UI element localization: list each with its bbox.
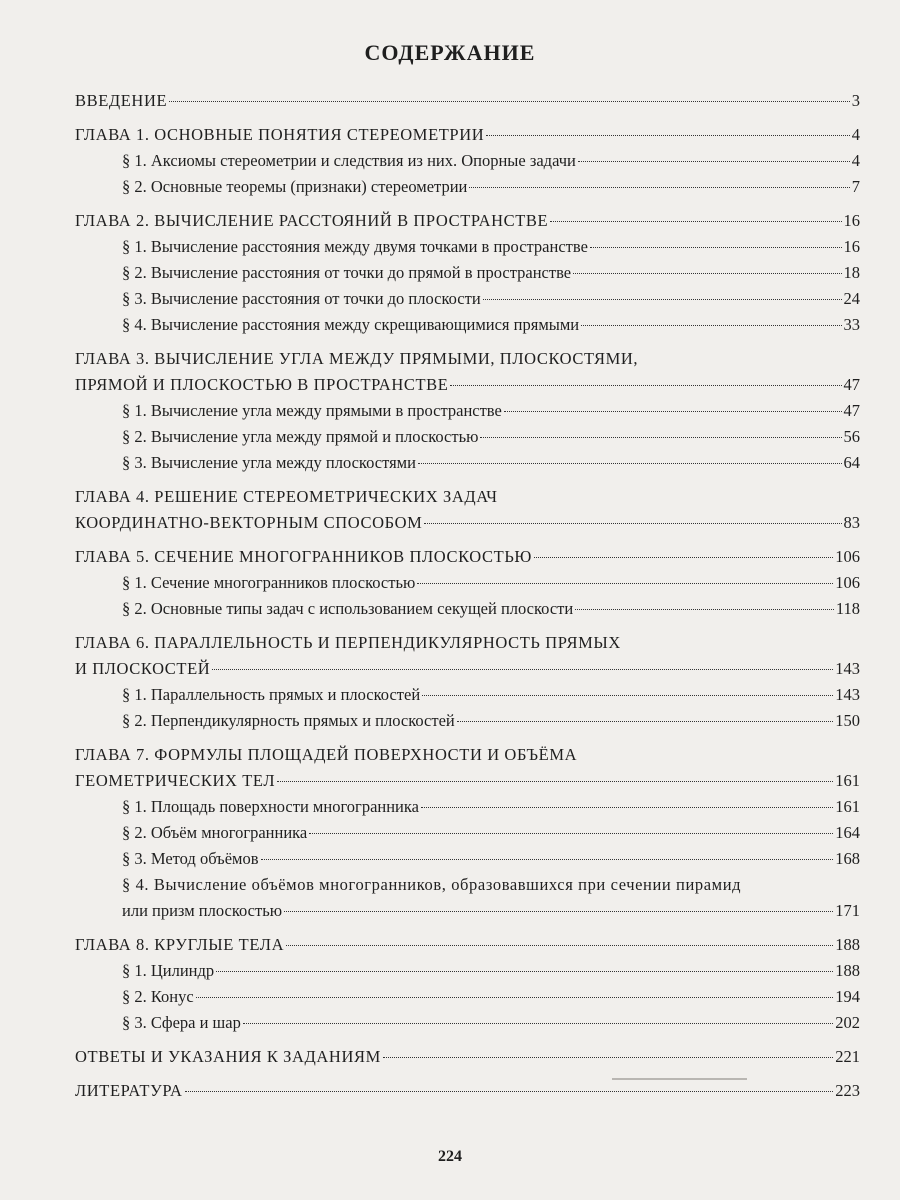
- dot-leader: [383, 1056, 833, 1058]
- page-number: 224: [438, 1148, 462, 1165]
- dot-leader: [534, 556, 833, 558]
- toc-entry-title: § 4. Вычисление расстояния между скрещивающимися прямыми: [122, 315, 580, 334]
- dot-leader: [261, 858, 834, 860]
- toc-literature[interactable]: [75, 1078, 860, 1104]
- toc-page-number: 56: [843, 427, 860, 446]
- toc-page-number: 64: [843, 453, 860, 472]
- toc-ch6-section-2[interactable]: [75, 708, 860, 734]
- toc-entry-title: § 2. Перпендикулярность прямых и плоскостей: [122, 711, 455, 730]
- toc-entry-title: ВВЕДЕНИЕ: [75, 91, 168, 110]
- toc-chapter-6[interactable]: [75, 656, 860, 682]
- toc-page-number: 164: [835, 823, 860, 842]
- toc-entry-title: ГЕОМЕТРИЧЕСКИХ ТЕЛ: [75, 771, 276, 790]
- toc-entry-title: § 2. Основные типы задач с использованием секущей плоскости: [122, 599, 574, 618]
- toc-entry-title: § 1. Вычисление угла между прямыми в пространстве: [122, 401, 502, 420]
- dot-leader: [575, 608, 834, 610]
- toc-ch1-section-2[interactable]: [75, 174, 860, 200]
- toc-entry-title: § 1. Сечение многогранников плоскостью: [122, 573, 416, 592]
- toc-entry-title: ГЛАВА 5. СЕЧЕНИЕ МНОГОГРАННИКОВ ПЛОСКОСТЬЮ: [75, 547, 532, 566]
- toc-page-number: 18: [843, 263, 860, 282]
- toc-entry-title: § 1. Площадь поверхности многогранника: [122, 797, 419, 816]
- toc-ch7-section-1[interactable]: [75, 794, 860, 820]
- toc-chapter-3[interactable]: [75, 372, 860, 398]
- toc-chapter-8[interactable]: [75, 932, 860, 958]
- toc-entry-title: ПРЯМОЙ И ПЛОСКОСТЬЮ В ПРОСТРАНСТВЕ: [75, 375, 449, 394]
- page-title: СОДЕРЖАНИЕ: [364, 40, 536, 65]
- toc-entry-title: § 1. Цилиндр: [122, 961, 215, 980]
- toc-page-number: 194: [835, 987, 860, 1006]
- toc-ch8-section-2[interactable]: [75, 984, 860, 1010]
- toc-chapter-4-line-1[interactable]: ГЛАВА 4. РЕШЕНИЕ СТЕРЕОМЕТРИЧЕСКИХ ЗАДАЧ: [75, 487, 498, 506]
- toc-chapter-4[interactable]: [75, 510, 860, 536]
- dot-leader: [469, 186, 849, 188]
- toc-page-number: 33: [843, 315, 860, 334]
- dot-leader: [422, 694, 833, 696]
- toc-page-number: 161: [835, 771, 860, 790]
- dot-leader: [590, 246, 842, 248]
- dot-leader: [196, 996, 834, 998]
- dot-leader: [309, 832, 833, 834]
- toc-entry-title: § 2. Основные теоремы (признаки) стереометрии: [122, 177, 468, 196]
- toc-page-number: 47: [843, 401, 860, 420]
- toc-page-number: 106: [835, 573, 860, 592]
- toc-page-number: 47: [843, 375, 860, 394]
- toc-entry-title: § 1. Параллельность прямых и плоскостей: [122, 685, 421, 704]
- dot-leader: [450, 384, 841, 386]
- dot-leader: [185, 1090, 834, 1092]
- toc-page-number: 143: [835, 659, 860, 678]
- toc-ch7-section-4-line-1[interactable]: § 4. Вычисление объёмов многогранников, образовавшихся при сечении пирамид: [122, 875, 742, 894]
- toc-chapter-2[interactable]: [75, 208, 860, 234]
- toc-ch2-section-3[interactable]: [75, 286, 860, 312]
- toc-answers[interactable]: [75, 1044, 860, 1070]
- toc-page-number: 223: [835, 1081, 860, 1100]
- toc-page-number: 4: [851, 125, 860, 144]
- dot-leader: [424, 522, 841, 524]
- toc-page-number: 171: [835, 901, 860, 920]
- toc-page-number: 7: [851, 177, 860, 196]
- toc-entry-title: § 1. Аксиомы стереометрии и следствия из них. Опорные задачи: [122, 151, 576, 170]
- dot-leader: [480, 436, 841, 438]
- toc-page-number: 161: [835, 797, 860, 816]
- dot-leader: [284, 910, 833, 912]
- toc-chapter-1[interactable]: [75, 122, 860, 148]
- toc-page-number: 83: [843, 513, 860, 532]
- toc-entry-title: § 2. Вычисление угла между прямой и плоскостью: [122, 427, 479, 446]
- toc-page-number: 4: [851, 151, 860, 170]
- toc-entry-title: § 2. Вычисление расстояния от точки до прямой в пространстве: [122, 263, 572, 282]
- dot-leader: [216, 970, 833, 972]
- toc-ch5-section-2[interactable]: [75, 596, 860, 622]
- toc-entry-title: или призм плоскостью: [122, 901, 283, 920]
- toc-ch8-section-1[interactable]: [75, 958, 860, 984]
- toc-ch7-section-2[interactable]: [75, 820, 860, 846]
- toc-page-number: 16: [843, 211, 860, 230]
- toc-ch7-section-4[interactable]: [75, 898, 860, 924]
- toc-ch1-section-1[interactable]: [75, 148, 860, 174]
- toc-entry-title: ГЛАВА 8. КРУГЛЫЕ ТЕЛА: [75, 935, 285, 954]
- toc-page-number: 143: [835, 685, 860, 704]
- toc-page-number: 188: [835, 935, 860, 954]
- toc-ch2-section-4[interactable]: [75, 312, 860, 338]
- dot-leader: [483, 298, 842, 300]
- dot-leader: [286, 944, 833, 946]
- toc-entry-title: ЛИТЕРАТУРА: [75, 1081, 183, 1100]
- dot-leader: [212, 668, 833, 670]
- toc-page-number: 168: [835, 849, 860, 868]
- toc-entry-title: § 2. Объём многогранника: [122, 823, 308, 842]
- dot-leader: [169, 100, 850, 102]
- toc-entry-title: § 3. Вычисление расстояния от точки до плоскости: [122, 289, 481, 308]
- toc-entry-title: КООРДИНАТНО-ВЕКТОРНЫМ СПОСОБОМ: [75, 513, 423, 532]
- toc-intro[interactable]: [75, 88, 860, 114]
- toc-chapter-3-line-1[interactable]: ГЛАВА 3. ВЫЧИСЛЕНИЕ УГЛА МЕЖДУ ПРЯМЫМИ, ПЛОСКОСТЯМИ,: [75, 349, 639, 368]
- dot-leader: [421, 806, 833, 808]
- toc-ch2-section-1[interactable]: [75, 234, 860, 260]
- dot-leader: [486, 134, 850, 136]
- toc-page-number: 106: [835, 547, 860, 566]
- dot-leader: [581, 324, 841, 326]
- dot-leader: [418, 462, 842, 464]
- toc-entry-title: § 3. Вычисление угла между плоскостями: [122, 453, 416, 472]
- toc-ch3-section-1[interactable]: [75, 398, 860, 424]
- toc-entry-title: § 1. Вычисление расстояния между двумя точками в пространстве: [122, 237, 588, 256]
- toc-chapter-5[interactable]: [75, 544, 860, 570]
- toc-ch8-section-3[interactable]: [75, 1010, 860, 1036]
- toc-chapter-7-line-1[interactable]: ГЛАВА 7. ФОРМУЛЫ ПЛОЩАДЕЙ ПОВЕРХНОСТИ И ОБЪЁМА: [75, 745, 578, 764]
- toc-page-number: 118: [835, 599, 860, 618]
- toc-page-number: 24: [843, 289, 860, 308]
- toc-page-number: 202: [835, 1013, 860, 1032]
- toc-ch2-section-2[interactable]: [75, 260, 860, 286]
- toc-entry-title: § 2. Конус: [122, 987, 194, 1006]
- toc-entry-title: И ПЛОСКОСТЕЙ: [75, 659, 211, 678]
- dot-leader: [550, 220, 841, 222]
- toc-ch7-section-3[interactable]: [75, 846, 860, 872]
- dot-leader: [457, 720, 834, 722]
- toc-entry-title: ГЛАВА 1. ОСНОВНЫЕ ПОНЯТИЯ СТЕРЕОМЕТРИИ: [75, 125, 485, 144]
- toc-ch3-section-3[interactable]: [75, 450, 860, 476]
- toc-ch5-section-1[interactable]: [75, 570, 860, 596]
- toc-ch3-section-2[interactable]: [75, 424, 860, 450]
- dot-leader: [573, 272, 841, 274]
- toc-page-number: 221: [835, 1047, 860, 1066]
- toc-entry-title: § 3. Метод объёмов: [122, 849, 259, 868]
- toc-entry-title: § 3. Сфера и шар: [122, 1013, 241, 1032]
- dot-leader: [504, 410, 842, 412]
- toc-page-number: 16: [843, 237, 860, 256]
- toc-page-number: 188: [835, 961, 860, 980]
- toc-entry-title: ОТВЕТЫ И УКАЗАНИЯ К ЗАДАНИЯМ: [75, 1047, 381, 1066]
- dot-leader: [417, 582, 833, 584]
- toc-chapter-7[interactable]: [75, 768, 860, 794]
- dot-leader: [277, 780, 833, 782]
- pencil-mark: [612, 1078, 747, 1080]
- toc-page-number: 3: [851, 91, 860, 110]
- toc-entry-title: ГЛАВА 2. ВЫЧИСЛЕНИЕ РАССТОЯНИЙ В ПРОСТРАНСТВЕ: [75, 211, 549, 230]
- toc-chapter-6-line-1[interactable]: ГЛАВА 6. ПАРАЛЛЕЛЬНОСТЬ И ПЕРПЕНДИКУЛЯРНОСТЬ ПРЯМЫХ: [75, 633, 621, 652]
- toc-page-number: 150: [835, 711, 860, 730]
- dot-leader: [578, 160, 850, 162]
- dot-leader: [243, 1022, 833, 1024]
- toc-ch6-section-1[interactable]: [75, 682, 860, 708]
- table-of-contents: [75, 88, 860, 1104]
